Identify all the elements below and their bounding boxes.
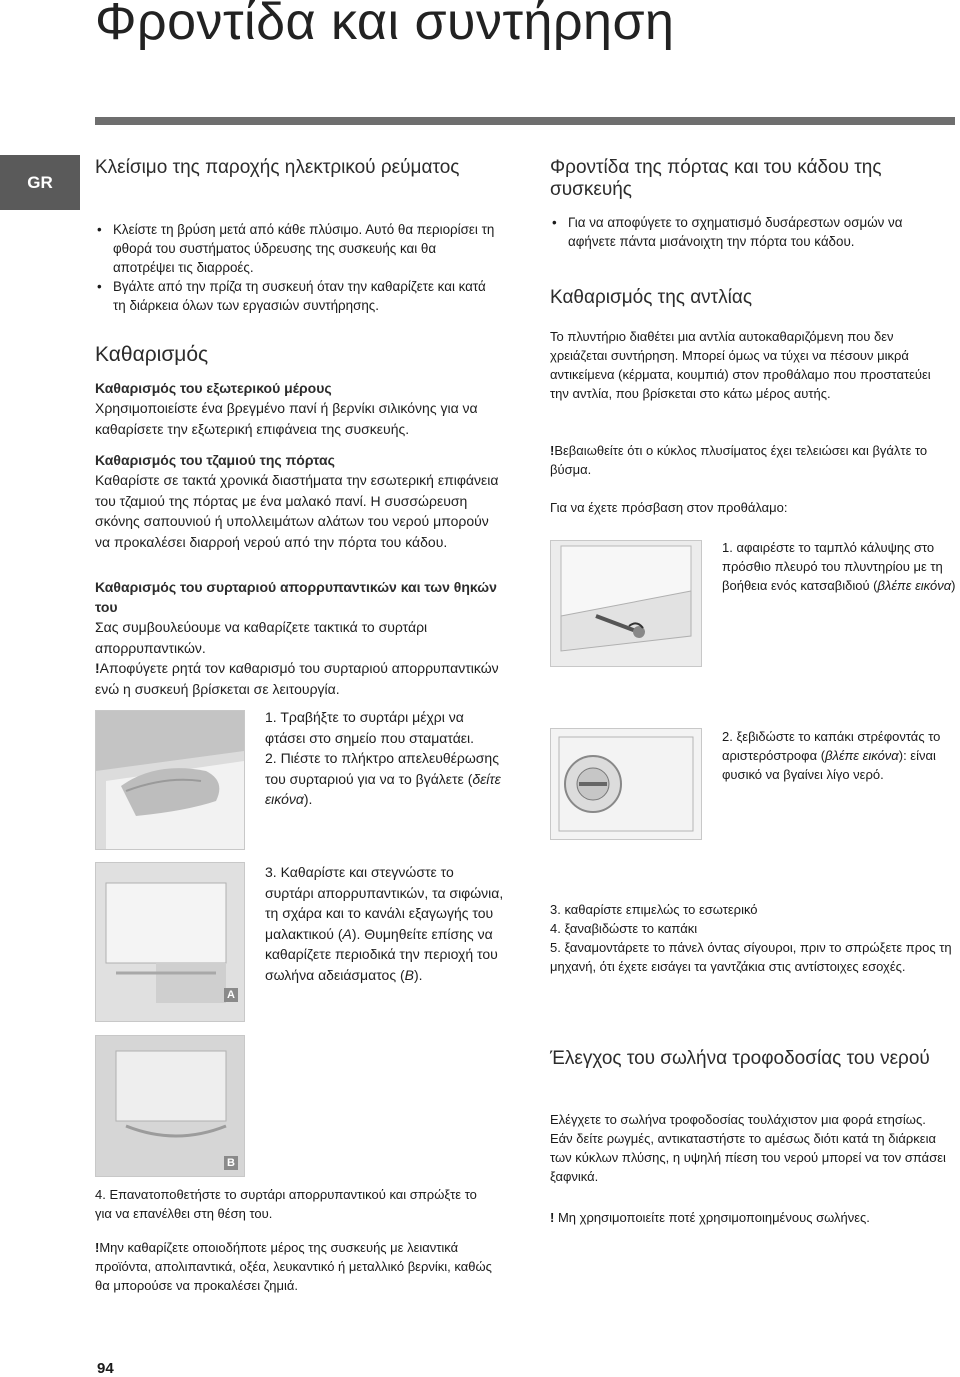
pump-step-2: 2. ξεβιδώστε το καπάκι στρέφοντάς το αριστερόστροφα (βλέπε εικόνα): είναι φυσικό να βγαίνει λίγο νερό. — [722, 729, 941, 782]
panel-removal-illustration — [551, 541, 701, 666]
pump-access: Για να έχετε πρόσβαση στον προθάλαμο: — [550, 500, 788, 515]
pump-steps-3-5 — [550, 900, 955, 976]
hose-text: Ελέγχετε το σωλήνα τροφοδοσίας τουλάχιστον μια φορά ετησίως. Εάν δείτε ρωγμές, αντικαταστήστε το αμέσως διότι κατά τη διάρκεια των κύκλων πλύσης, η υψηλή πίεση του νερού μπορεί να τον σπάσει ξαφνικά. — [550, 1112, 946, 1184]
label-a: A — [224, 988, 238, 1002]
hose-heading: Έλεγχος του σωλήνα τροφοδοσίας του νερού — [550, 1048, 930, 1069]
door-bullet: • Για να αποφύγετε το σχηματισμό δυσάρεστων οσμών να αφήνετε πάντα μισάνοιχτη την πόρτα του κάδου. — [550, 213, 950, 251]
drawer-pull-figure — [95, 710, 245, 850]
drawer-steps-1-2 — [265, 707, 505, 810]
door-bullets — [550, 213, 950, 251]
language-tag: GR — [0, 155, 80, 210]
drawer-warning: !Αποφύγετε ρητά τον καθαρισμό του συρταριού απορρυπαντικών ενώ η συσκευή βρίσκεται σε λειτουργία. — [95, 660, 499, 697]
drawer-title: Καθαρισμός του συρταριού απορρυπαντικών και των θηκών του — [95, 579, 497, 615]
door-heading: Φροντίδα της πόρτας και του κάδου της συσκευής — [550, 157, 882, 200]
pump-step-1: 1. αφαιρέστε το ταμπλό κάλυψης στο πρόσθιο πλευρό του πλυντηρίου με τη βοήθεια ενός κατσαβιδιού (βλέπε εικόνα) — [722, 540, 956, 593]
drawer-step-3: 3. Καθαρίστε και στεγνώστε το συρτάρι απορρυπαντικών, τα σιφώνια, τη σχάρα και το κανάλι εξαγωγής του μαλακτικού (A). Θυμηθείτε επίσης να καθαρίζετε περιοδικά την περιοχή του σωλήνα αδειάσματος (B). — [265, 864, 504, 983]
warning-mark: ! — [550, 1210, 555, 1225]
exterior-section — [95, 378, 505, 439]
glass-section — [95, 450, 505, 552]
panel-removal-figure — [550, 540, 702, 667]
pump-step-3: 3. καθαρίστε επιμελώς το εσωτερικό — [550, 902, 758, 917]
final-warning: !Μην καθαρίζετε οποιοδήποτε μέρος της συσκευής με λειαντικά προϊόντα, απολιπαντικά, οξέα, λευκαντικό ή μεταλλικό βερνίκι, καθώς θα μπορούσε να προκαλέσει ζημιά. — [95, 1240, 492, 1293]
power-bullet-1: • Κλείστε τη βρύση μετά από κάθε πλύσιμο. Αυτό θα περιορίσει τη φθορά του συστήματος ύδρευσης της συσκευής και θα αποτρέψει τις διαρροές. — [95, 220, 495, 277]
drawer-step-2: 2. Πιέστε το πλήκτρο απελευθέρωσης του συρταριού για να το βγάλετε (δείτε εικόνα). — [265, 750, 501, 807]
drawer-clean-figure-a — [95, 862, 245, 1022]
pump-heading: Καθαρισμός της αντλίας — [550, 287, 753, 308]
glass-text: Καθαρίστε σε τακτά χρονικά διαστήματα την εσωτερική επιφάνεια του τζαμιού της πόρτας με ένα μαλακό πανί. Η συσσώρευση σκόνης σαπουνιού ή υπολλειμάτων αλάτων του νερού μπορούν να προκαλέσει διαρροή νερού από την πόρτα του κάδου. — [95, 472, 499, 550]
power-bullets — [95, 220, 495, 315]
warning-mark: ! — [95, 660, 100, 676]
pump-cap-figure — [550, 728, 702, 840]
power-bullet-2: • Βγάλτε από την πρίζα τη συσκευή όταν την καθαρίζετε και κατά τη διάρκεια όλων των εργασιών συντήρησης. — [95, 277, 495, 315]
warning-mark: ! — [95, 1240, 100, 1255]
pump-step-4: 4. ξαναβιδώστε το καπάκι — [550, 921, 698, 936]
page-number: 94 — [97, 1360, 114, 1377]
drawer-clean-illustration-b — [96, 1036, 244, 1176]
drawer-clean-figure-b — [95, 1035, 245, 1177]
exterior-title: Καθαρισμός του εξωτερικού μέρους — [95, 380, 332, 396]
pump-warning: !Βεβαιωθείτε ότι ο κύκλος πλυσίματος έχει τελειώσει και βγάλτε το βύσμα. — [550, 443, 928, 477]
title-rule — [95, 117, 955, 125]
drawer-clean-illustration-a — [96, 863, 244, 1021]
warning-mark: ! — [550, 443, 555, 458]
hose-warning: ! Μη χρησιμοποιείτε ποτέ χρησιμοποιημένους σωλήνες. — [550, 1210, 870, 1225]
pump-step-5: 5. ξαναμοντάρετε το πάνελ όντας σίγουροι, πριν το σπρώξετε προς τη μηχανή, ότι έχετε εισάγει τα γαντζάκια στις αντίστοιχες εσοχές. — [550, 940, 952, 974]
label-b: B — [224, 1156, 238, 1170]
pump-cap-illustration — [551, 729, 701, 839]
pump-text: Το πλυντήριο διαθέτει μια αντλία αυτοκαθαριζόμενη που δεν χρειάζεται συντήρηση. Μπορεί όμως να τύχει να πέσουν μικρά αντικείμενα (κέρματα, κουμπιά) στον προθάλαμο που προστατεύει την αντλία, που βρίσκεται στο κάτω μέρος αυτής. — [550, 329, 931, 401]
power-heading: Κλείσιμο της παροχής ηλεκτρικού ρεύματος — [95, 157, 460, 178]
drawer-step-4: 4. Επανατοποθετήστε το συρτάρι απορρυπαντικού και σπρώξτε το για να επανέλθει στη θέση του. — [95, 1187, 477, 1221]
drawer-section — [95, 577, 505, 699]
drawer-step-1: 1. Τραβήξτε το συρτάρι μέχρι να φτάσει στο σημείο που σταματάει. — [265, 709, 475, 746]
exterior-text: Χρησιμοποιείστε ένα βρεγμένο πανί ή βερνίκι σιλικόνης για να καθαρίσετε την εξωτερική επιφάνεια της συσκευής. — [95, 400, 478, 437]
glass-title: Καθαρισμός του τζαμιού της πόρτας — [95, 452, 335, 468]
page-title: Φροντίδα και συντήρηση — [95, 0, 675, 51]
cleaning-heading: Καθαρισμός — [95, 343, 209, 366]
drawer-pull-illustration — [96, 711, 244, 849]
drawer-text: Σας συμβουλεύουμε να καθαρίζετε τακτικά το συρτάρι απορρυπαντικών. — [95, 619, 428, 656]
